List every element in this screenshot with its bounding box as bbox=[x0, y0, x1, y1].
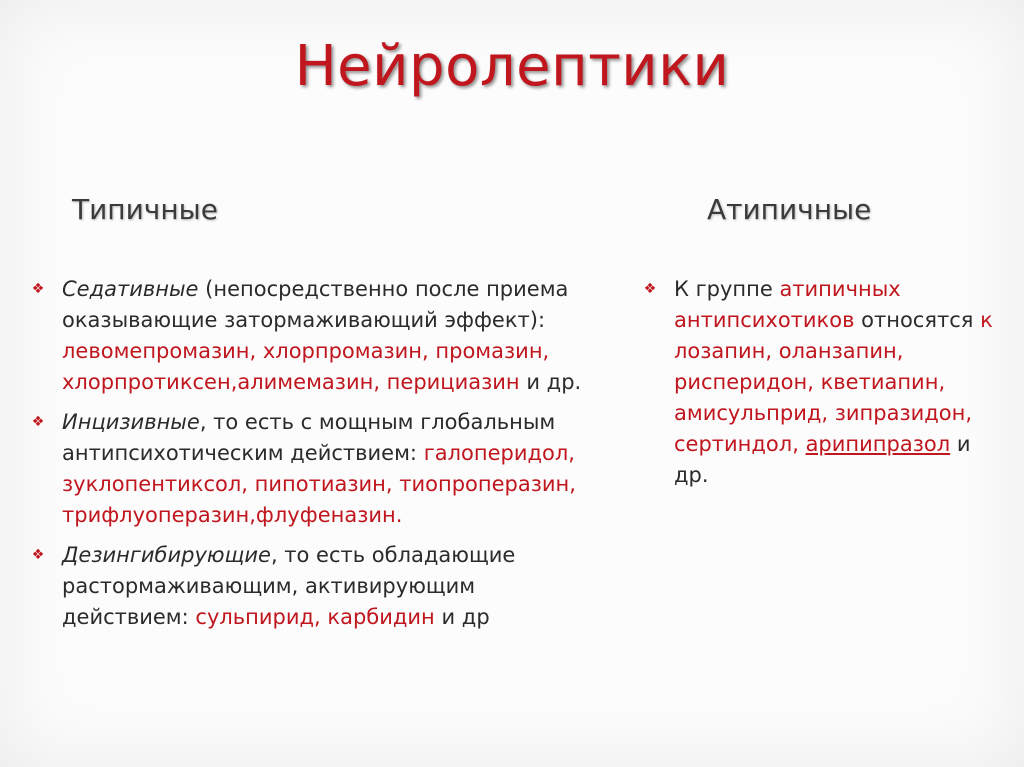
list-item-disinhibiting bbox=[26, 540, 596, 633]
item-text: относятся bbox=[854, 308, 981, 332]
diamond-bullet-icon bbox=[26, 540, 50, 571]
list-item-incisive bbox=[26, 407, 596, 531]
diamond-bullet-icon bbox=[26, 274, 50, 305]
item-desc: (непосредственно после приема оказывающие затормаживающий эффект): bbox=[62, 277, 569, 332]
atypical-heading: Атипичные bbox=[707, 193, 872, 226]
slide-title: Нейролептики bbox=[294, 34, 730, 99]
item-tail: и др. bbox=[674, 432, 971, 487]
atypical-list bbox=[638, 274, 1000, 500]
item-kind: Инцизивные bbox=[62, 410, 200, 434]
item-highlight: атипичных антипсихотиков bbox=[674, 277, 901, 332]
item-drugs: галоперидол, зуклопентиксол, пипотиазин, тиопроперазин, трифлуоперазин,флуфеназин. bbox=[62, 441, 576, 527]
list-item-sedative bbox=[26, 274, 596, 398]
item-drugs: сульпирид, карбидин bbox=[195, 605, 435, 629]
item-kind: Дезингибирующие bbox=[62, 543, 271, 567]
item-text: К группе bbox=[674, 277, 780, 301]
item-drugs: к лозапин, оланзапин, рисперидон, кветиапин, амисульприд, зипразидон, сертиндол, bbox=[674, 308, 993, 456]
item-desc: , то есть обладающие растормаживающим, активирующим действием: bbox=[62, 543, 516, 629]
list-item-atypical bbox=[638, 274, 1000, 491]
item-drug-underlined: арипипразол bbox=[805, 432, 951, 456]
typical-list bbox=[26, 274, 596, 642]
diamond-bullet-icon bbox=[638, 274, 662, 305]
diamond-bullet-icon bbox=[26, 407, 50, 438]
item-tail: и др bbox=[434, 605, 490, 629]
item-kind: Седативные bbox=[62, 277, 199, 301]
typical-heading: Типичные bbox=[72, 193, 218, 226]
item-drugs: левомепромазин, хлорпромазин, промазин, хлорпротиксен,алимемазин, перициазин bbox=[62, 339, 550, 394]
item-desc: , то есть с мощным глобальным антипсихотическим действием: bbox=[62, 410, 556, 465]
item-tail: и др. bbox=[519, 370, 582, 394]
